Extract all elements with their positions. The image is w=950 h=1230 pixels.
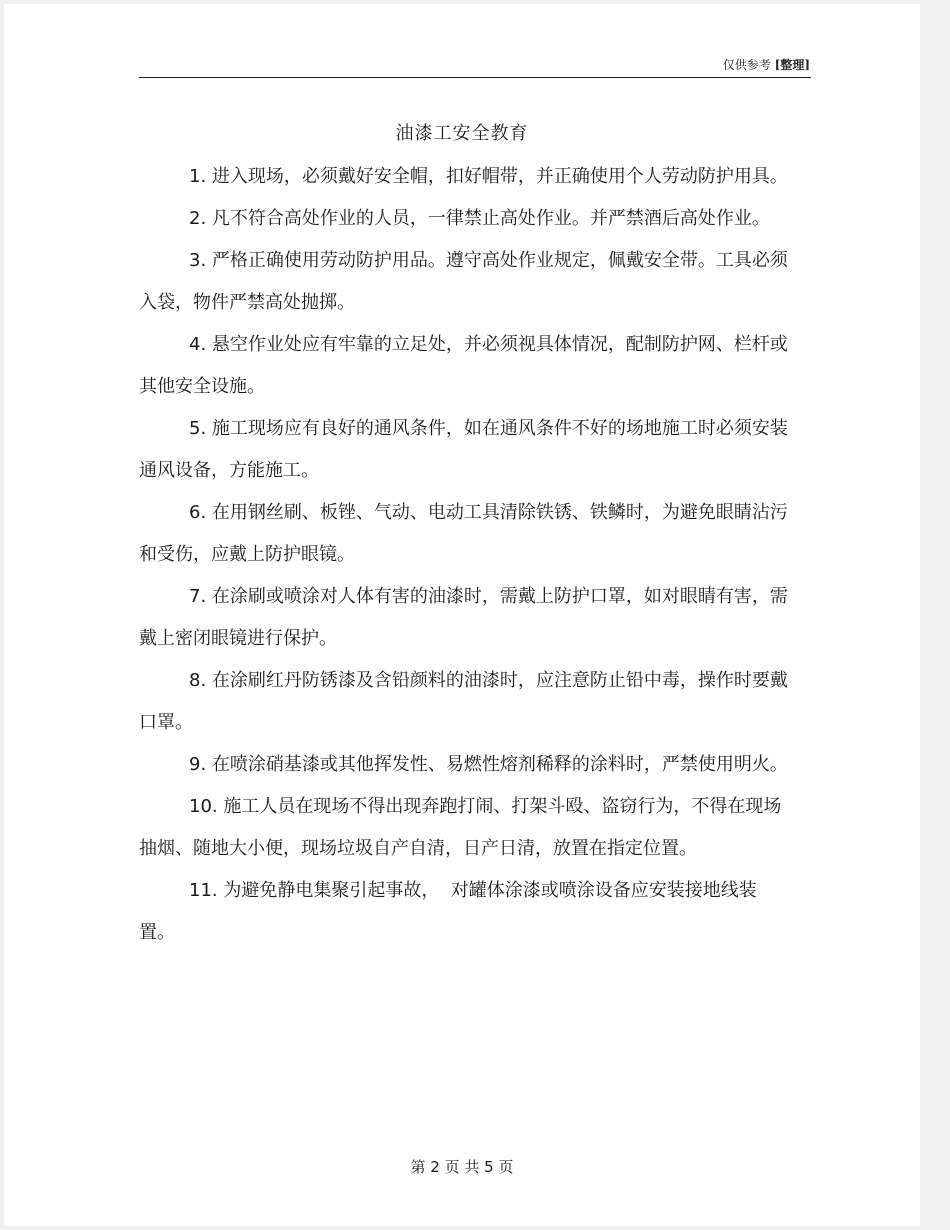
document-title: 油漆工安全教育 xyxy=(395,123,529,144)
header-reference: 仅供参考 xyxy=(722,58,771,72)
document-body xyxy=(139,156,789,954)
header-tag: [整理] xyxy=(774,58,810,72)
paragraph-7: 7. 在涂刷或喷涂对人体有害的油漆时，需戴上防护口罩，如对眼睛有害，需戴上密闭眼镜进行保护。 xyxy=(139,586,788,649)
document-page xyxy=(4,4,920,1226)
page-header xyxy=(723,56,810,73)
paragraph-9: 9. 在喷涂硝基漆或其他挥发性、易燃性熔剂稀释的涂料时，严禁使用明火。 xyxy=(189,754,788,775)
paragraph-6: 6. 在用钢丝刷、板锉、气动、电动工具清除铁锈、铁鳞时，为避免眼睛沾污和受伤，应戴上防护眼镜。 xyxy=(139,502,788,565)
page-footer: 第 2 页 共 5 页 xyxy=(410,1158,514,1176)
paragraph-3: 3. 严格正确使用劳动防护用品。遵守高处作业规定，佩戴安全带。工具必须入袋，物件严禁高处抛掷。 xyxy=(139,250,788,313)
header-divider xyxy=(139,77,811,78)
paragraph-10: 10. 施工人员在现场不得出现奔跑打闹、打架斗殴、盗窃行为，不得在现场抽烟、随地大小便，现场垃圾自产自清，日产日清，放置在指定位置。 xyxy=(139,796,782,859)
paragraph-8: 8. 在涂刷红丹防锈漆及含铅颜料的油漆时，应注意防止铅中毒，操作时要戴口罩。 xyxy=(139,670,788,733)
paragraph-2: 2. 凡不符合高处作业的人员，一律禁止高处作业。并严禁酒后高处作业。 xyxy=(189,208,770,229)
paragraph-1: 1. 进入现场，必须戴好安全帽，扣好帽带，并正确使用个人劳动防护用具。 xyxy=(189,166,788,187)
paragraph-5: 5. 施工现场应有良好的通风条件，如在通风条件不好的场地施工时必须安装通风设备，方能施工。 xyxy=(139,418,788,481)
paragraph-11: 11. 为避免静电集聚引起事故， 对罐体涂漆或喷涂设备应安装接地线装置。 xyxy=(139,880,757,943)
paragraph-4: 4. 悬空作业处应有牢靠的立足处，并必须视具体情况，配制防护网、栏杆或其他安全设施。 xyxy=(139,334,788,397)
